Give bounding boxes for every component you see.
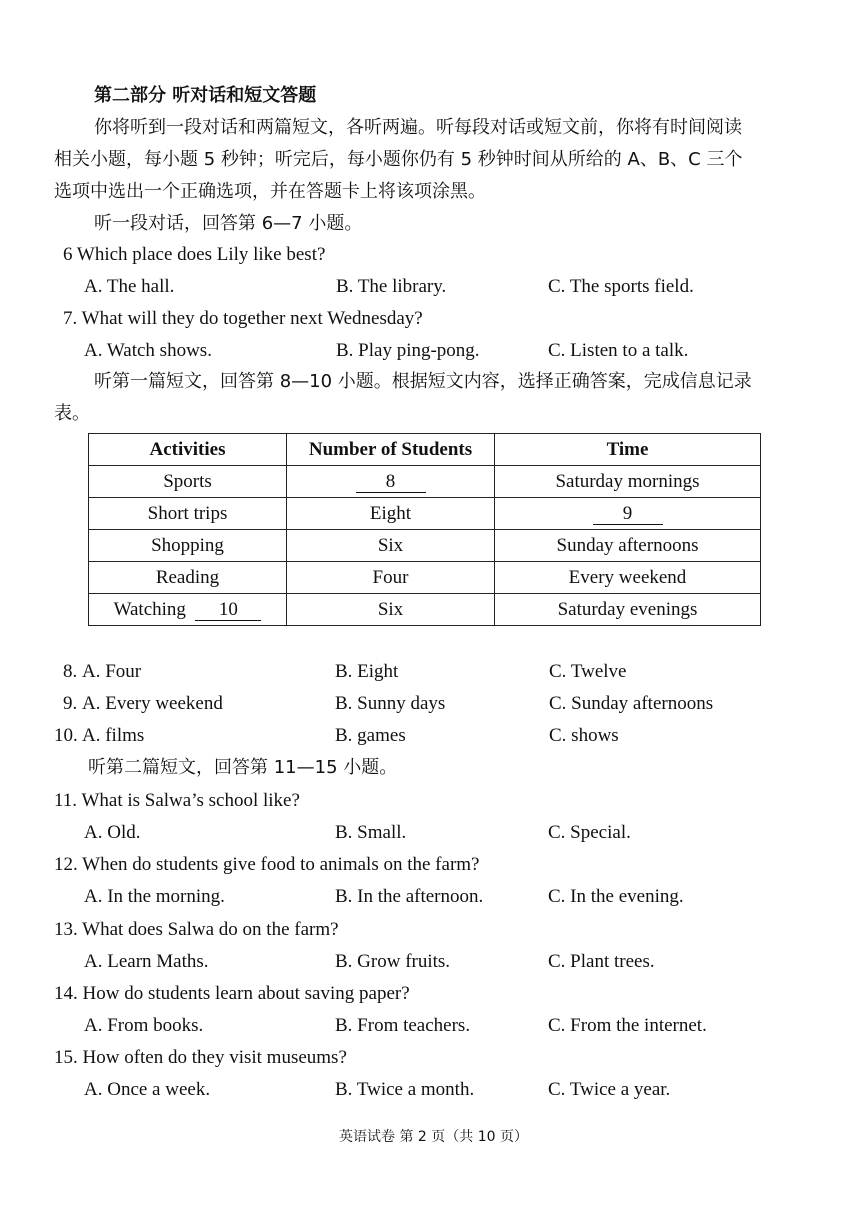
question-12-stem: 12. When do students give food to animals on the farm? bbox=[54, 854, 480, 875]
cell-activity bbox=[89, 594, 287, 626]
question-13-stem: 13. What does Salwa do on the farm? bbox=[54, 919, 339, 940]
table-row bbox=[89, 530, 761, 562]
question-9-option-b[interactable]: B. Sunny days bbox=[335, 693, 446, 714]
cell-time: Every weekend bbox=[495, 562, 761, 594]
question-9-option-c[interactable]: C. Sunday afternoons bbox=[549, 693, 714, 714]
table-row bbox=[89, 498, 761, 530]
question-6-option-b[interactable]: B. The library. bbox=[336, 276, 447, 297]
question-7-option-a[interactable]: A. Watch shows. bbox=[84, 340, 212, 361]
cell-time: Sunday afternoons bbox=[495, 530, 761, 562]
question-6-option-a[interactable]: A. The hall. bbox=[84, 276, 175, 297]
question-9-option-a[interactable]: A. Every weekend bbox=[82, 693, 223, 714]
part2-heading-line-1: 听第一篇短文，回答第 8—10 小题。根据短文内容，选择正确答案，完成信息记录 bbox=[94, 371, 752, 392]
question-14-option-a[interactable]: A. From books. bbox=[84, 1015, 204, 1036]
question-14-option-c[interactable]: C. From the internet. bbox=[548, 1015, 707, 1036]
cell-number: Four bbox=[287, 562, 495, 594]
question-15-option-a[interactable]: A. Once a week. bbox=[84, 1079, 211, 1100]
question-11-option-c[interactable]: C. Special. bbox=[548, 822, 631, 843]
question-10-option-b[interactable]: B. games bbox=[335, 725, 406, 746]
question-12-option-c[interactable]: C. In the evening. bbox=[548, 886, 684, 907]
blank-10[interactable]: 10 bbox=[195, 600, 261, 621]
question-13-option-c[interactable]: C. Plant trees. bbox=[548, 951, 655, 972]
question-8-option-c[interactable]: C. Twelve bbox=[549, 661, 627, 682]
question-6-option-c[interactable]: C. The sports field. bbox=[548, 276, 694, 297]
question-10-number: 10. bbox=[54, 725, 78, 746]
section-title: 第二部分 听对话和短文答题 bbox=[94, 85, 317, 106]
cell-number: Six bbox=[287, 594, 495, 626]
question-7-option-b[interactable]: B. Play ping-pong. bbox=[336, 340, 480, 361]
table-row bbox=[89, 562, 761, 594]
question-11-stem: 11. What is Salwa’s school like? bbox=[54, 790, 300, 811]
cell-activity-label: Watching bbox=[113, 598, 186, 620]
cell-time: Saturday evenings bbox=[495, 594, 761, 626]
cell-activity: Sports bbox=[89, 466, 287, 498]
question-10-option-a[interactable]: A. films bbox=[82, 725, 145, 746]
question-14-option-b[interactable]: B. From teachers. bbox=[335, 1015, 471, 1036]
question-11-option-a[interactable]: A. Old. bbox=[84, 822, 141, 843]
question-8-option-a[interactable]: A. Four bbox=[82, 661, 142, 682]
instruction-line-2: 相关小题，每小题 5 秒钟；听完后，每小题你仍有 5 秒钟时间从所给的 A、B、C 三个 bbox=[54, 149, 743, 170]
table-header-row bbox=[89, 434, 761, 466]
question-8-number: 8. bbox=[63, 661, 78, 682]
question-13-option-a[interactable]: A. Learn Maths. bbox=[84, 951, 209, 972]
question-6-stem: 6 Which place does Lily like best? bbox=[63, 244, 326, 265]
cell-time: Saturday mornings bbox=[495, 466, 761, 498]
table-row bbox=[89, 594, 761, 626]
question-8-option-b[interactable]: B. Eight bbox=[335, 661, 399, 682]
blank-8[interactable]: 8 bbox=[356, 472, 426, 493]
part1-heading: 听一段对话，回答第 6—7 小题。 bbox=[94, 213, 363, 234]
question-15-option-b[interactable]: B. Twice a month. bbox=[335, 1079, 475, 1100]
page-footer: 英语试卷 第 2 页（共 10 页） bbox=[339, 1129, 528, 1145]
question-14-stem: 14. How do students learn about saving paper? bbox=[54, 983, 410, 1004]
information-record-table bbox=[88, 433, 761, 626]
question-10-option-c[interactable]: C. shows bbox=[549, 725, 619, 746]
question-9-number: 9. bbox=[63, 693, 78, 714]
header-number-of-students: Number of Students bbox=[287, 434, 495, 466]
part3-heading: 听第二篇短文，回答第 11—15 小题。 bbox=[88, 757, 398, 778]
instruction-line-1: 你将听到一段对话和两篇短文，各听两遍。听每段对话或短文前，你将有时间阅读 bbox=[94, 117, 742, 138]
header-time: Time bbox=[495, 434, 761, 466]
cell-number: Eight bbox=[287, 498, 495, 530]
question-11-option-b[interactable]: B. Small. bbox=[335, 822, 407, 843]
cell-time[interactable] bbox=[495, 498, 761, 530]
instruction-line-3: 选项中选出一个正确选项，并在答题卡上将该项涂黑。 bbox=[54, 181, 486, 202]
part2-heading-line-2: 表。 bbox=[54, 403, 90, 424]
question-15-option-c[interactable]: C. Twice a year. bbox=[548, 1079, 671, 1100]
question-7-option-c[interactable]: C. Listen to a talk. bbox=[548, 340, 689, 361]
cell-activity: Reading bbox=[89, 562, 287, 594]
cell-activity: Shopping bbox=[89, 530, 287, 562]
header-activities: Activities bbox=[89, 434, 287, 466]
cell-number: Six bbox=[287, 530, 495, 562]
question-12-option-a[interactable]: A. In the morning. bbox=[84, 886, 225, 907]
question-12-option-b[interactable]: B. In the afternoon. bbox=[335, 886, 484, 907]
cell-activity: Short trips bbox=[89, 498, 287, 530]
question-7-stem: 7. What will they do together next Wednesday? bbox=[63, 308, 423, 329]
blank-9[interactable]: 9 bbox=[593, 504, 663, 525]
question-13-option-b[interactable]: B. Grow fruits. bbox=[335, 951, 451, 972]
cell-number[interactable] bbox=[287, 466, 495, 498]
table-row bbox=[89, 466, 761, 498]
question-15-stem: 15. How often do they visit museums? bbox=[54, 1047, 347, 1068]
